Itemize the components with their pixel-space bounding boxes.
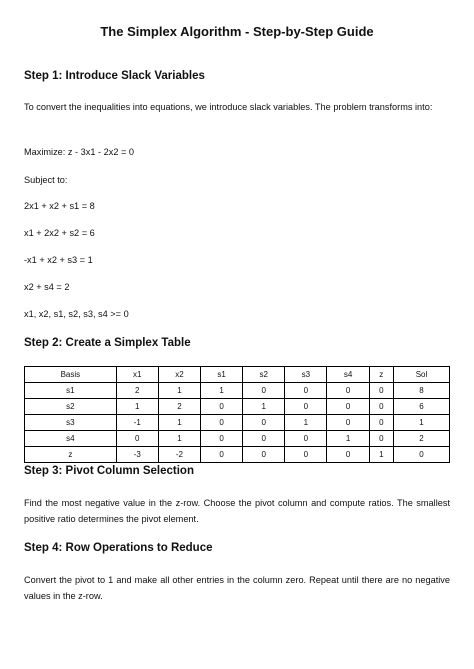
- step3-text: Find the most negative value in the z-row. Choose the pivot column and compute ratios. The smallest positive ratio determines the pivot element.: [24, 498, 450, 524]
- table-cell: 1: [158, 415, 200, 431]
- constraint-4: x2 + s4 = 2: [24, 282, 70, 292]
- step1-heading: Step 1: Introduce Slack Variables: [24, 70, 205, 82]
- table-cell: 2: [393, 431, 449, 447]
- step3-heading: Step 3: Pivot Column Selection: [24, 465, 194, 477]
- constraint-1: 2x1 + x2 + s1 = 8: [24, 201, 95, 211]
- table-cell: 0: [201, 415, 243, 431]
- table-cell: 2: [158, 399, 200, 415]
- table-cell: -1: [116, 415, 158, 431]
- step4-text: Convert the pivot to 1 and make all other entries in the column zero. Repeat until there are no negative values in the z-row.: [24, 575, 450, 601]
- table-cell: 1: [158, 383, 200, 399]
- table-cell: s2: [25, 399, 117, 415]
- column-header: z: [369, 367, 393, 383]
- table-row: [25, 383, 450, 399]
- table-cell: 2: [116, 383, 158, 399]
- table-cell: 0: [285, 447, 327, 463]
- table-cell: 0: [243, 431, 285, 447]
- table-cell: 6: [393, 399, 449, 415]
- table-row: [25, 399, 450, 415]
- table-cell: 0: [201, 431, 243, 447]
- table-cell: 1: [201, 383, 243, 399]
- table-cell: 0: [327, 447, 369, 463]
- simplex-table: [24, 366, 450, 463]
- table-cell: 1: [369, 447, 393, 463]
- column-header: Basis: [25, 367, 117, 383]
- table-cell: 1: [243, 399, 285, 415]
- column-header: s4: [327, 367, 369, 383]
- table-header-row: [25, 367, 450, 383]
- table-cell: 8: [393, 383, 449, 399]
- table-cell: 1: [116, 399, 158, 415]
- non-negativity-constraint: x1, x2, s1, s2, s3, s4 >= 0: [24, 309, 129, 319]
- table-cell: z: [25, 447, 117, 463]
- table-row: [25, 447, 450, 463]
- table-cell: s4: [25, 431, 117, 447]
- table-cell: -3: [116, 447, 158, 463]
- column-header: x2: [158, 367, 200, 383]
- table-cell: 0: [285, 431, 327, 447]
- constraint-2: x1 + 2x2 + s2 = 6: [24, 228, 95, 238]
- table-cell: 0: [116, 431, 158, 447]
- table-cell: 0: [201, 447, 243, 463]
- table-cell: 0: [327, 383, 369, 399]
- column-header: s1: [201, 367, 243, 383]
- column-header: s2: [243, 367, 285, 383]
- constraint-3: -x1 + x2 + s3 = 1: [24, 255, 93, 265]
- step2-heading: Step 2: Create a Simplex Table: [24, 337, 191, 349]
- table-cell: 0: [327, 415, 369, 431]
- objective-function: Maximize: z - 3x1 - 2x2 = 0: [24, 147, 135, 157]
- table-cell: 0: [369, 399, 393, 415]
- table-cell: 0: [285, 399, 327, 415]
- column-header: x1: [116, 367, 158, 383]
- column-header: Sol: [393, 367, 449, 383]
- table-cell: s1: [25, 383, 117, 399]
- table-cell: 0: [285, 383, 327, 399]
- table-cell: 0: [393, 447, 449, 463]
- table-cell: s3: [25, 415, 117, 431]
- table-cell: 0: [243, 447, 285, 463]
- page-title: The Simplex Algorithm - Step-by-Step Guide: [100, 24, 374, 39]
- table-row: [25, 431, 450, 447]
- table-cell: 0: [369, 431, 393, 447]
- table-cell: 0: [243, 383, 285, 399]
- table-cell: 1: [327, 431, 369, 447]
- step4-heading: Step 4: Row Operations to Reduce: [24, 542, 213, 554]
- table-cell: 0: [369, 383, 393, 399]
- table-cell: 1: [285, 415, 327, 431]
- table-cell: 0: [201, 399, 243, 415]
- table-cell: 0: [243, 415, 285, 431]
- step1-intro: To convert the inequalities into equations, we introduce slack variables. The problem transforms into:: [24, 102, 433, 112]
- subject-to-label: Subject to:: [24, 175, 68, 185]
- table-cell: 0: [327, 399, 369, 415]
- table-cell: 1: [158, 431, 200, 447]
- table-cell: 1: [393, 415, 449, 431]
- column-header: s3: [285, 367, 327, 383]
- table-row: [25, 415, 450, 431]
- table-cell: -2: [158, 447, 200, 463]
- table-cell: 0: [369, 415, 393, 431]
